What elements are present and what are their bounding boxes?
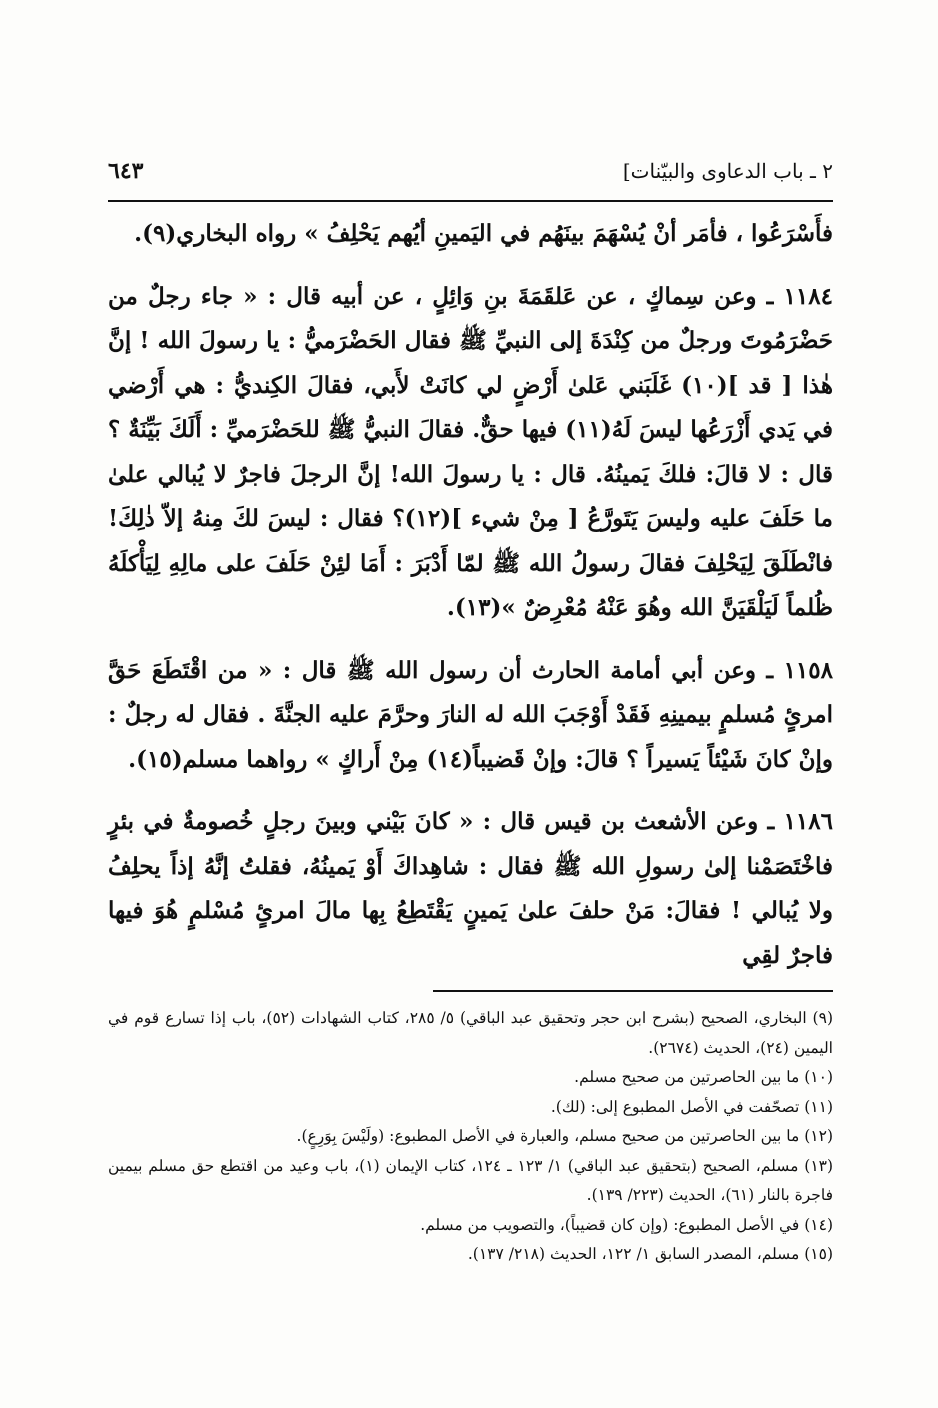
page-number: ٦٤٣ xyxy=(108,158,144,184)
footnote-14: (١٤) في الأصل المطبوع: (وإن كان قضيباً)، والتصويب من مسلم. xyxy=(420,1215,833,1234)
main-text xyxy=(108,212,833,996)
paragraph-continuation: فأَسْرَعُوا ، فأمَر أنْ يُسْهَمَ بينَهُم في اليَمينِ أيُهم يَحْلِفُ » رواه البخاري(٩). xyxy=(134,220,833,247)
footnotes xyxy=(108,1004,833,1270)
footnote-15: (١٥) مسلم، المصدر السابق ١/ ١٢٢، الحديث (٢١٨/ ١٣٧). xyxy=(467,1245,833,1263)
book-page xyxy=(108,0,833,1408)
hadith-1186: ١١٨٦ ـ وعن الأشعث بن قيس قال : « كانَ بَيْني وبينَ رجلٍ خُصومةٌ في بئرٍ فاخْتَصَمْنا إلىٰ رسولِ الله ﷺ فقال : شاهِداكَ أَوْ يَمينُهُ، فقلتُ إنَّهُ إذاً يحلِفُ ولا يُبالي ! فقالَ: مَنْ حلفَ علىٰ يَمينٍ يَقْتَطِعُ بِها مالَ امرئٍ مُسْلمٍ هُوَ فيها فاجرٌ لقِي xyxy=(108,808,833,969)
footnote-11: (١١) تصحّفت في الأصل المطبوع إلى: (لك). xyxy=(550,1097,833,1116)
chapter-title: ٢ ـ باب الدعاوى والبيّنات] xyxy=(622,159,833,183)
footnote-9: (٩) البخاري، الصحيح (بشرح ابن حجر وتحقيق عبد الباقي) ٥/ ٢٨٥، كتاب الشهادات (٥٢)، باب إذا تسارع قوم في اليمين (٢٤)، الحديث (٢٦٧٤). xyxy=(108,1009,833,1057)
footnote-rule xyxy=(433,990,833,992)
footnote-10: (١٠) ما بين الحاصرتين من صحيح مسلم. xyxy=(574,1068,833,1086)
running-header xyxy=(108,158,833,194)
footnote-13: (١٣) مسلم، الصحيح (بتحقيق عبد الباقي) ١/ ١٢٣ ـ ١٢٤، كتاب الإيمان (١)، باب وعيد من اقتطع حق مسلم بيمين فاجرة بالنار (٦١)، الحديث (٢٢٣/ ١٣٩). xyxy=(108,1156,834,1204)
header-rule xyxy=(108,200,833,202)
footnote-12: (١٢) ما بين الحاصرتين من صحيح مسلم، والعبارة في الأصل المطبوع: (ولَيْسَ بِوَرِعٍ). xyxy=(296,1127,833,1145)
hadith-1184: ١١٨٤ ـ وعن سِماكٍ ، عن عَلقَمَةَ بنِ وَائِلٍ ، عن أبيه قال : « جاء رجلٌ من حَضْرَمُوتَ ورجلٌ من كِنْدَةَ إلى النبيِّ ﷺ فقال الحَضْرَميُّ : يا رسولَ الله ! إنَّ هٰذا [ قد ](١٠) غَلَبَني عَلىٰ أَرْضٍ لي كانَتْ لأَبي، فقالَ الكِنديُّ : هي أَرْضي في يَدي أَزْرَعُها ليسَ لَهُ(١١) فيها حقٌّ. فقالَ النبيُّ ﷺ للحَضْرَميِّ : أَلَكَ بَيِّنَةٌ ؟ قال : لا قالَ: فلكَ يَمينُهُ. قال : يا رسولَ الله! إنَّ الرجلَ فاجرٌ لا يُبالي علىٰ ما حَلَفَ عليه وليسَ يَتَورَّعُ [ مِنْ شيء ](١٢)؟ فقال : ليسَ لكَ مِنهُ إلاّ ذٰلِكَ! فانْطَلَقَ لِيَحْلِفَ فقالَ رسولُ الله ﷺ لمّا أَدْبَرَ : أَمَا لئِنْ حَلَفَ على مالِهِ لِيَأْكلَهُ ظُلماً لَيَلْقَيَنَّ الله وهُوَ عَنْهُ مُعْرِضٌ »(١٣). xyxy=(107,282,834,621)
hadith-1158: ١١٥٨ ـ وعن أبي أمامة الحارث أن رسول الله ﷺ قال : « من اقْتَطَعَ حَقَّ امرئٍ مُسلمٍ بيمينِهِ فَقَدْ أَوْجَبَ الله له النارَ وحرَّمَ عليه الجنَّةَ . فقال له رجلٌ : وإنْ كانَ شَيْئاً يَسيراً ؟ قالَ: وإنْ قَضيباً(١٤) مِنْ أَراكٍ » رواهما مسلم(١٥). xyxy=(108,656,833,773)
